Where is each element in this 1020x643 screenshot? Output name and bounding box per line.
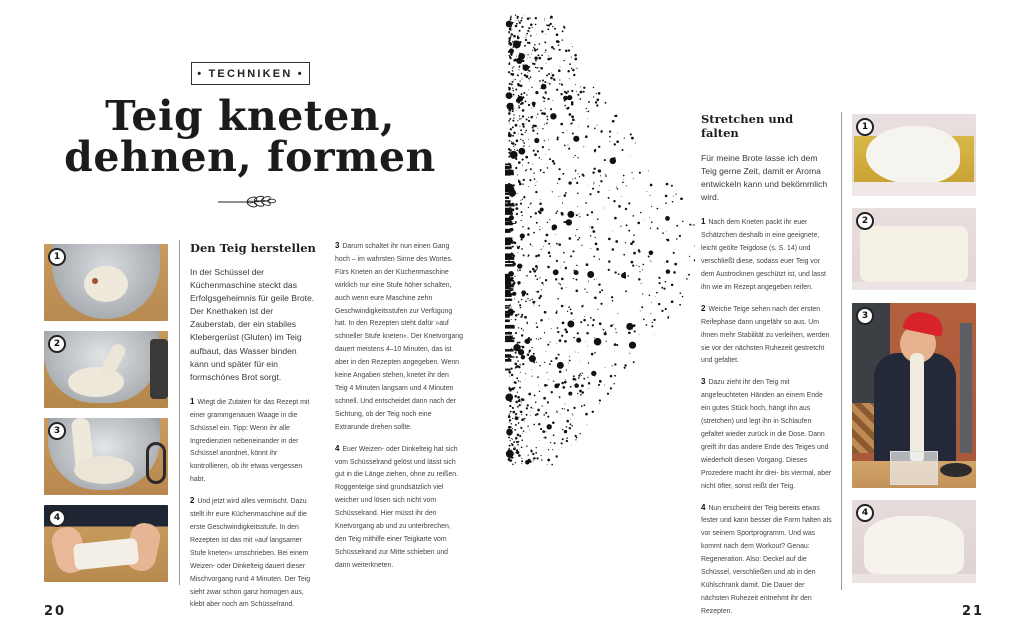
step-badge: 3 [48, 422, 66, 440]
photo-step-2 [44, 331, 168, 408]
step-4: 4 Nun erscheint der Teig bereits etwas fester und kann besser die Form halten als vor seinem Sportprogramm. Und was kommt nach dem Workout? Genau: Regeneration. Also: Deckel auf die Schüssel, verschließen und ab in den Kühlschrank damit. Die Dauer der nächsten Ruhezeit entnehmt ihr den Rezepten. [701, 502, 832, 615]
title-line-1: Teig kneten, [105, 92, 395, 140]
article-column-2 [335, 240, 463, 581]
ink-splatter-decoration [505, 10, 695, 470]
photo-step-1 [852, 114, 976, 196]
step-badge: 2 [48, 335, 66, 353]
page-number-left: 20 [44, 604, 67, 619]
page-title [40, 92, 460, 181]
title-line-2: dehnen, formen [64, 133, 436, 181]
wheat-ear-icon [216, 192, 276, 210]
section-heading: Den Teig herstellen [190, 241, 316, 255]
lead-paragraph: Für meine Brote lasse ich dem Teig gerne Zeit, damit er Aroma entwickeln kann und bekömmlich wird. [701, 153, 828, 203]
photo-step-3 [852, 303, 976, 488]
step-1: 1 Nach dem Kneten packt ihr euer Schätzchen deshalb in eine geeignete, leicht geölte Teigdose (s. S. 14) und verschließt diese, sodass euer Teig vor dem Austrocknen geschützt ist, und lasst ihn wie im Rezept angegeben reifen. [701, 217, 826, 291]
photo-step-1 [44, 244, 168, 321]
step-badge: 2 [856, 212, 874, 230]
photo-step-4 [44, 505, 168, 582]
article-column-3 [701, 112, 833, 627]
photo-step-3 [44, 418, 168, 495]
page-number-right: 21 [962, 604, 985, 619]
column-rule [179, 240, 180, 585]
step-3: 3 Darum schaltet ihr nun einen Gang hoch – im wahrsten Sinne des Wortes. Fürs Kneten an der Küchenmaschine wirklich nur eine Stufe höher schalten, auch wenn eure Maschine zehn Geschwindigkeitsstufen zur Verfügung hat. In den Rezepten steht dafür »auf schneller Stufe kneten«. Der Knetvorgang dauert meistens 4–10 Minuten, das ist aber in den Rezepten angegeben. Wenn keine Angaben stehen, knetet ihr den Teig 4 Minuten langsam und 4 Minuten schnell. Und entscheidet dann nach der Sichtung, ob der Teig noch eine Extrarunde drehen sollte. [335, 241, 463, 431]
step-badge: 4 [856, 504, 874, 522]
section-kicker: • TECHNIKEN • [191, 62, 310, 85]
step-badge: 3 [856, 307, 874, 325]
step-badge: 1 [48, 248, 66, 266]
step-3: 3 Dazu zieht ihr den Teig mit angefeuchteten Händen an einem Ende ein gutes Stück hoch, hängt ihn aus (stretchen) und legt ihn in Schlaufen gefaltet wieder zurück in die Dose. Dann greift ihr das andere Ende des Teiges und wiederholt diesen Vorgang. Dieses Prozedere macht ihr drei- bis viermal, aber nicht öfter, sonst reißt der Teig. [701, 377, 832, 490]
step-4: 4 Euer Weizen- oder Dinkelteig hat sich vom Schüsselrand gelöst und lässt sich gut in die Länge ziehen, ohne zu reißen. Roggenteige sind grundsätzlich viel weicher und lösen sich nicht vom Schüsselrand. Hier müsst ihr den Knetvorgang ab und zu unterbrechen, den Teig mithilfe einer Teigkarte vom Schüsselrand zur Mitte schieben und dann weiterkneten. [335, 443, 458, 569]
step-2: 2 Und jetzt wird alles vermischt. Dazu stellt ihr eure Küchenmaschine auf die erste Geschwindigkeitsstufe. In den Rezepten ist das mit »auf langsamer Stufe kneten« umschrieben. Bei einem Weizen- oder Dinkelteig dauert dieser Mischvorgang rund 4 Minuten. Der Teig sieht zwar schon ganz homogen aus, klebt aber noch am Schüsselrand. [190, 496, 311, 609]
column-rule [841, 112, 842, 590]
photo-step-4 [852, 500, 976, 583]
article-column-1 [190, 241, 317, 620]
step-1: 1 Wiegt die Zutaten für das Rezept mit einer grammgenauen Waage in die Schüssel ein. Tipp: Wenn ihr alle Ingredienzien nebeneinander in der Schüssel anordnet, könnt ihr kontrollieren, ob ihr etwas vergessen habt. [190, 396, 310, 484]
photo-step-2 [852, 208, 976, 290]
step-badge: 1 [856, 118, 874, 136]
step-2: 2 Weiche Teige sehen nach der ersten Reifephase dann ungefähr so aus. Um ihnen mehr Stabilität zu verleihen, werden sie vor der nächsten Ruhezeit gestretcht und gefaltet. [701, 303, 830, 365]
step-badge: 4 [48, 509, 66, 527]
section-heading: Stretchen und falten [701, 112, 794, 140]
lead-paragraph: In der Schüssel der Küchenmaschine steckt das Erfolgsgeheimnis für geile Brote. Der Knethaken ist der Zauberstab, der ein stabiles Klebergerüst (Gluten) im Teig aufbaut, das Wasser binden kann und später für ein formschönes Brot sorgt. [190, 267, 315, 382]
